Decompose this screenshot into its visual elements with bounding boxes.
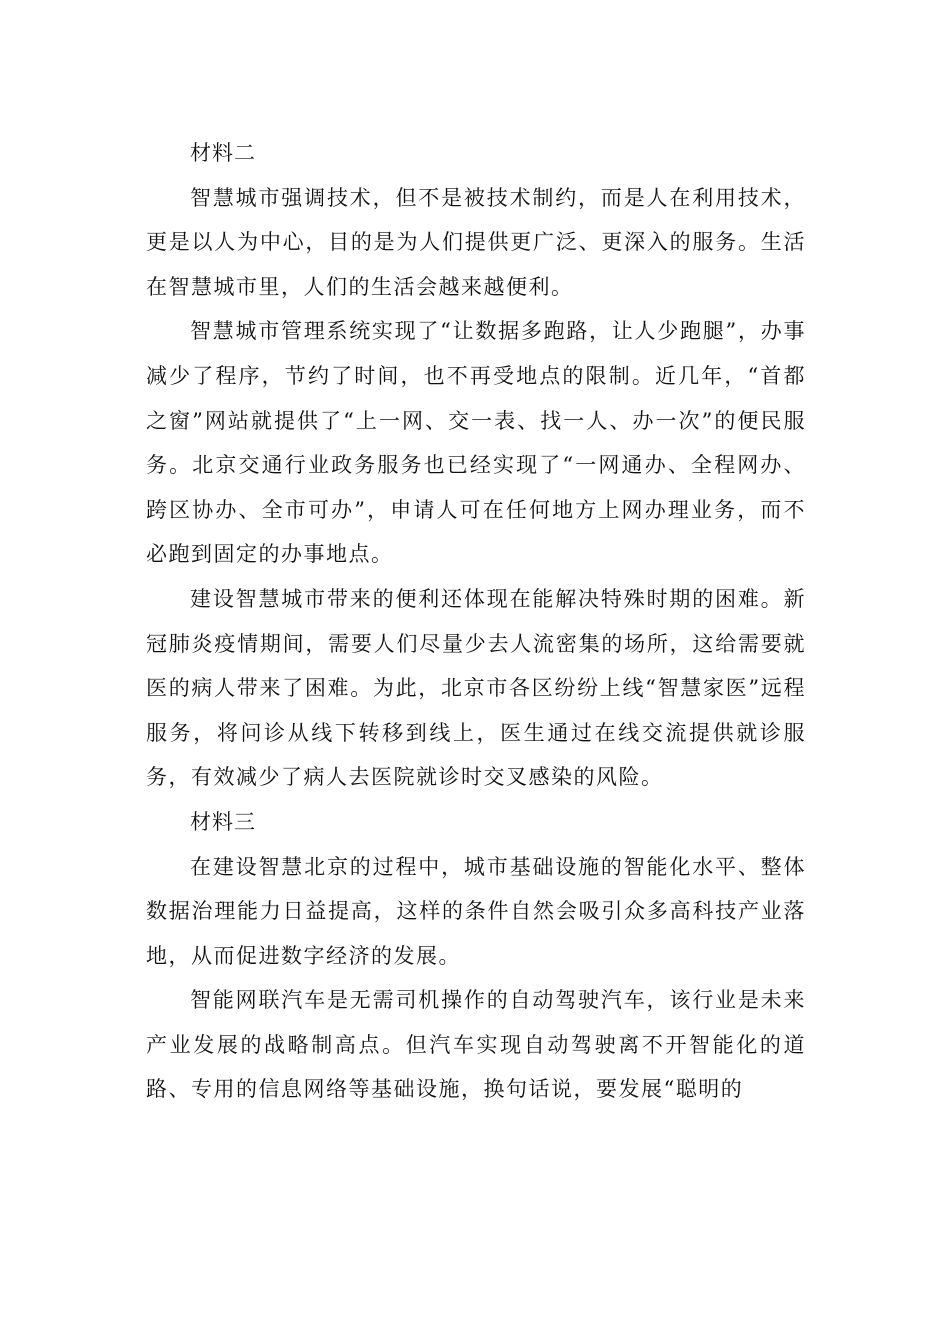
document-page [146, 131, 806, 1112]
section-heading-material-2: 材料二 [190, 141, 256, 165]
paragraph-special-period: 建设智慧城市带来的便利还体现在能解决特殊时期的困难。新冠肺炎疫情期间，需要人们尽量少去人流密集的场所，这给需要就医的病人带来了困难。为此，北京市各区纷纷上线“智慧家医”远程服务，将问诊从线下转移到线上，医生通过在线交流提供就诊服务，有效减少了病人去医院就诊时交叉感染的风险。 [146, 586, 806, 790]
paragraph-management-system: 智慧城市管理系统实现了“让数据多跑路，让人少跑腿”，办事减少了程序，节约了时间，也不再受地点的限制。近几年，“首都之窗”网站就提供了“上一网、交一表、找一人、办一次”的便民服务。北京交通行业政务服务也已经实现了“一网通办、全程网办、跨区协办、全市可办”，申请人可在任何地方上网办理业务，而不必跑到固定的办事地点。 [146, 319, 806, 567]
paragraph-smart-city-intro: 智慧城市强调技术，但不是被技术制约，而是人在利用技术，更是以人为中心，目的是为人们提供更广泛、更深入的服务。生活在智慧城市里，人们的生活会越来越便利。 [146, 185, 806, 299]
paragraph-digital-economy: 在建设智慧北京的过程中，城市基础设施的智能化水平、整体数据治理能力日益提高，这样的条件自然会吸引众多高科技产业落地，从而促进数字经济的发展。 [146, 854, 806, 968]
section-heading-material-3: 材料三 [190, 809, 256, 834]
paragraph-connected-vehicles: 智能网联汽车是无需司机操作的自动驾驶汽车，该行业是未来产业发展的战略制高点。但汽车实现自动驾驶离不开智能化的道路、专用的信息网络等基础设施，换句话说，要发展“聪明的 [146, 988, 806, 1102]
